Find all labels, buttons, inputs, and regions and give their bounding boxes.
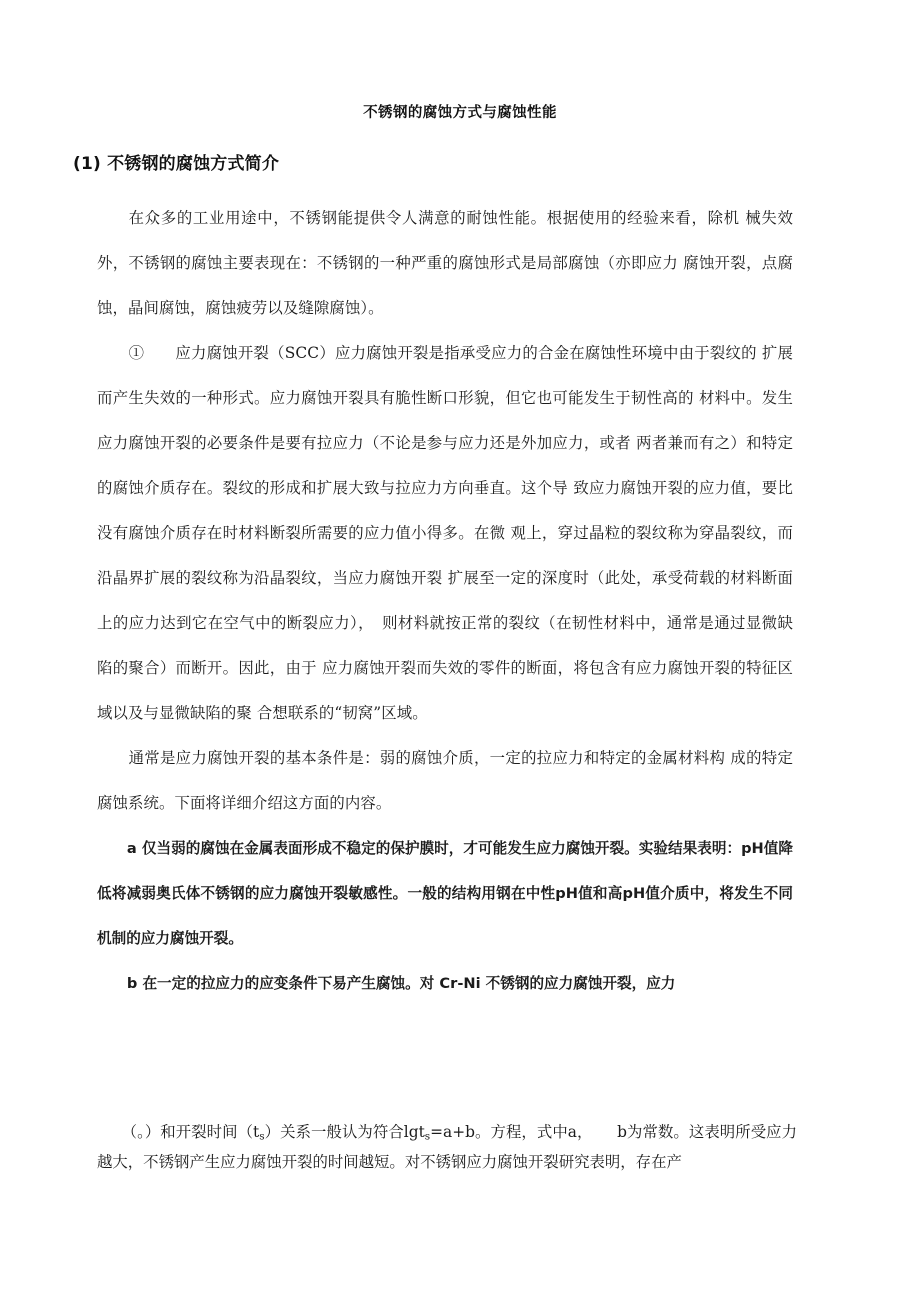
paragraph-1: 在众多的工业用途中，不锈钢能提供令人满意的耐蚀性能。根据使用的经验来看，除机 械失效外，不锈钢的腐蚀主要表现在：不锈钢的一种严重的腐蚀形式是局部腐蚀（亦即应力 腐蚀开裂，点腐蚀，晶间腐蚀，腐蚀疲劳以及缝隙腐蚀）。 — [97, 209, 793, 317]
paragraph-4-item-a: a 仅当弱的腐蚀在金属表面形成不稳定的保护膜时，才可能发生应力腐蚀开裂。实验结果表明：pH值降低将减弱奥氏体不锈钢的应力腐蚀开裂敏感性。一般的结构用钢在中性pH值和高pH值介质中，将发生不同机制的应力腐蚀开裂。 — [97, 840, 793, 947]
section-heading: (1) 不锈钢的腐蚀方式简介 — [73, 154, 280, 174]
formula-subscript-1: s — [259, 1130, 265, 1143]
tail-text-block — [97, 1119, 797, 1175]
paragraph-2: ① 应力腐蚀开裂（SCC）应力腐蚀开裂是指承受应力的合金在腐蚀性环境中由于裂纹的 扩展而产生失效的一种形式。应力腐蚀开裂具有脆性断口形貌，但它也可能发生于韧性高的 材料中。发生应力腐蚀开裂的必要条件是要有拉应力（不论是参与应力还是外加应力，或者 两者兼而有之）和特定的腐蚀介质存在。裂纹的形成和扩展大致与拉应力方向垂直。这个导 致应力腐蚀开裂的应力值，要比没有腐蚀介质存在时材料断裂所需要的应力值小得多。在微 观上，穿过晶粒的裂纹称为穿晶裂纹，而沿晶界扩展的裂纹称为沿晶裂纹，当应力腐蚀开裂 扩展至一定的深度时（此处，承受荷载的材料断面上的应力达到它在空气中的断裂应力）， 则材料就按正常的裂纹（在韧性材料中，通常是通过显微缺陷的聚合）而断开。因此，由于 应力腐蚀开裂而失效的零件的断面，将包含有应力腐蚀开裂的特征区域以及与显微缺陷的聚 合想联系的“韧窝”区域。 — [97, 344, 793, 722]
paragraph-5-item-b: b 在一定的拉应力的应变条件下易产生腐蚀。对 Cr-Ni 不锈钢的应力腐蚀开裂，应力 — [126, 975, 676, 992]
formula-mid: ）关系一般认为符合lgt — [264, 1123, 425, 1141]
formula-constant-text: b为常数。这表明所受应力越大，不锈钢产生应力腐蚀开裂的时间越短。对不锈钢应力腐蚀开裂研究表明，存在产 — [97, 1123, 797, 1172]
formula-prefix: （。）和开裂时间（t — [121, 1123, 260, 1141]
formula-subscript-2: s — [424, 1130, 431, 1143]
document-title: 不锈钢的腐蚀方式与腐蚀性能 — [363, 105, 557, 121]
paragraph-6-formula — [97, 1119, 797, 1175]
body-text-block — [97, 196, 793, 1006]
paragraph-3: 通常是应力腐蚀开裂的基本条件是：弱的腐蚀介质，一定的拉应力和特定的金属材料构 成的特定腐蚀系统。下面将详细介绍这方面的内容。 — [97, 749, 793, 812]
formula-tail: =a+b。方程，式中a， — [430, 1123, 593, 1141]
